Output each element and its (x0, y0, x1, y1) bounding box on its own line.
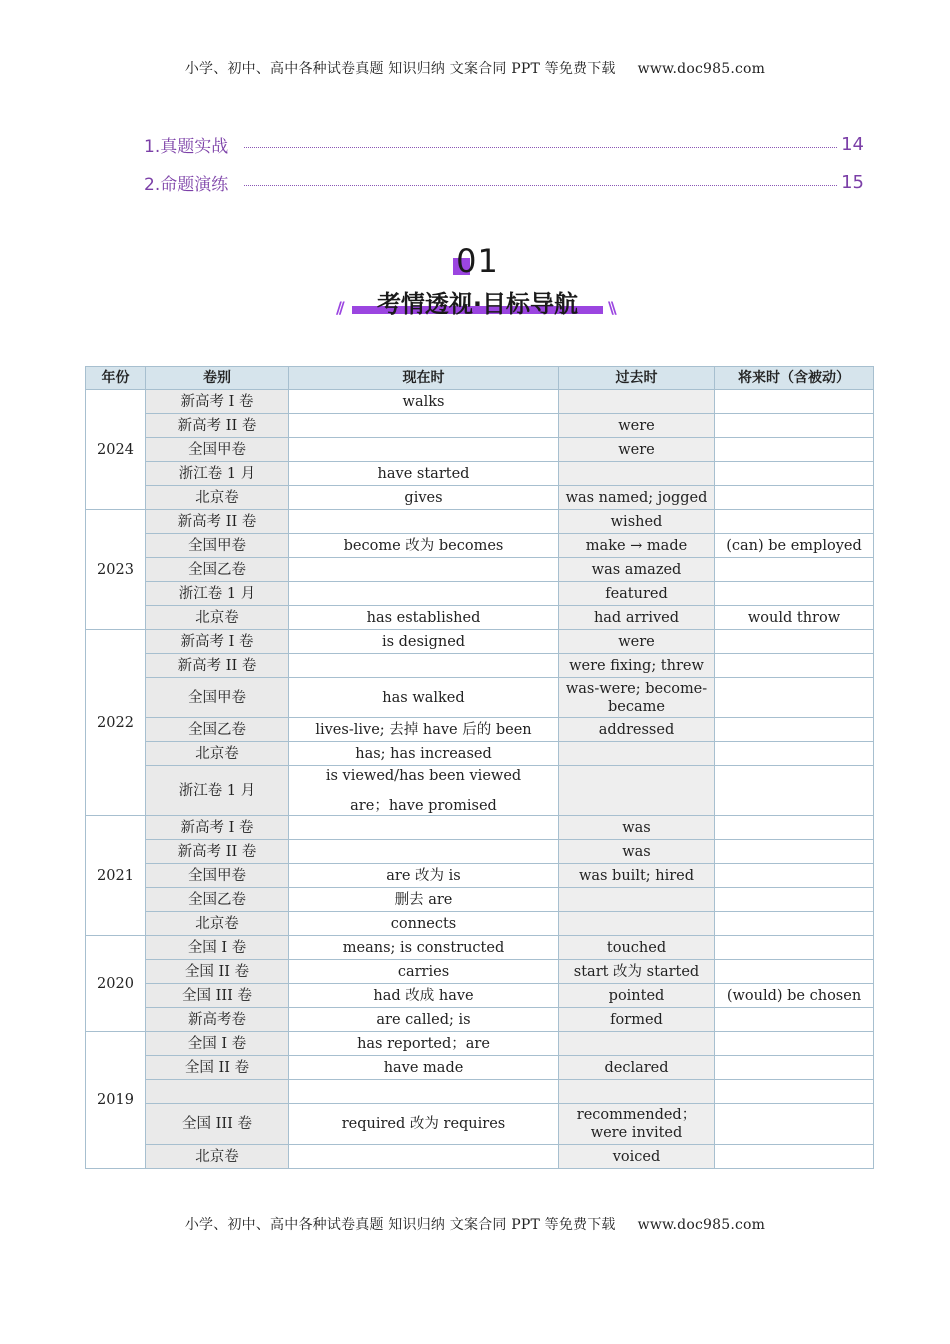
present-cell (289, 984, 559, 1008)
past-text: was amazed (591, 561, 682, 578)
past-text: wished (610, 513, 663, 530)
present-text: means; is constructed (342, 939, 505, 956)
paper-cell: 全国乙卷 (146, 888, 289, 912)
past-text: make → made (585, 537, 688, 554)
header-past: 过去时 (559, 367, 715, 390)
table-row (86, 912, 874, 936)
table-row (86, 936, 874, 960)
past-cell (559, 1032, 715, 1056)
table-row (86, 510, 874, 534)
table-row (86, 718, 874, 742)
past-cell (559, 960, 715, 984)
past-text: was named; jogged (565, 489, 708, 506)
past-text: was (622, 843, 651, 860)
paper-cell (146, 1080, 289, 1104)
paper-cell: 浙江卷 1 月 (146, 766, 289, 816)
past-cell (559, 766, 715, 816)
tense-summary-table (85, 366, 874, 1169)
paper-cell: 全国 I 卷 (146, 1032, 289, 1056)
present-cell (289, 742, 559, 766)
present-cell (289, 1145, 559, 1169)
toc-item-label: 1.真题实战 (144, 136, 229, 157)
table-row (86, 486, 874, 510)
table-row (86, 888, 874, 912)
paper-cell: 浙江卷 1 月 (146, 462, 289, 486)
present-text: has established (366, 609, 481, 626)
paper-cell: 全国乙卷 (146, 558, 289, 582)
header-year: 年份 (86, 367, 146, 390)
paper-cell: 全国 III 卷 (146, 984, 289, 1008)
present-cell (289, 888, 559, 912)
paper-cell: 全国甲卷 (146, 864, 289, 888)
future-cell (715, 582, 874, 606)
table-row (86, 816, 874, 840)
past-text: were (618, 441, 655, 458)
table-row (86, 414, 874, 438)
past-text: were fixing; threw (569, 657, 704, 674)
table-row (86, 390, 874, 414)
present-cell (289, 912, 559, 936)
present-cell (289, 718, 559, 742)
table-row (86, 1008, 874, 1032)
present-text: have started (377, 465, 470, 482)
future-cell (715, 1145, 874, 1169)
present-cell (289, 414, 559, 438)
present-cell (289, 864, 559, 888)
past-cell (559, 630, 715, 654)
table-row (86, 438, 874, 462)
footer-url[interactable]: www.doc985.com (637, 1217, 766, 1233)
header-url[interactable]: www.doc985.com (637, 61, 766, 77)
paper-cell: 全国甲卷 (146, 438, 289, 462)
past-cell (559, 718, 715, 742)
paper-cell: 全国 I 卷 (146, 936, 289, 960)
past-cell (559, 1145, 715, 1169)
future-cell (715, 960, 874, 984)
table-row (86, 960, 874, 984)
past-text: formed (610, 1011, 663, 1028)
toc-leader-dots (244, 185, 837, 186)
future-cell (715, 462, 874, 486)
past-text: were invited (590, 1125, 683, 1141)
table-row (86, 534, 874, 558)
past-cell (559, 534, 715, 558)
past-cell (559, 888, 715, 912)
year-cell: 2020 (86, 936, 146, 1032)
future-cell (715, 510, 874, 534)
future-cell (715, 766, 874, 816)
future-cell (715, 1080, 874, 1104)
future-cell: would throw (715, 606, 874, 630)
present-text: connects (390, 915, 457, 932)
table-row (86, 766, 874, 816)
year-cell: 2023 (86, 510, 146, 630)
past-cell (559, 1056, 715, 1080)
past-text: was-were; become- (565, 680, 708, 697)
past-cell (559, 486, 715, 510)
past-cell (559, 414, 715, 438)
toc-item-label: 2.命题演练 (144, 174, 229, 195)
future-cell (715, 742, 874, 766)
paper-cell: 新高考 II 卷 (146, 414, 289, 438)
future-cell (715, 678, 874, 718)
future-cell (715, 1104, 874, 1145)
future-cell (715, 1008, 874, 1032)
table-row (86, 984, 874, 1008)
present-cell (289, 840, 559, 864)
table-row (86, 654, 874, 678)
header-paper: 卷别 (146, 367, 289, 390)
present-cell (289, 630, 559, 654)
toc-item-2[interactable] (144, 169, 864, 195)
paper-cell: 全国 II 卷 (146, 1056, 289, 1080)
table-body (86, 390, 874, 1169)
past-text: addressed (598, 721, 675, 738)
present-text: has reported；are (357, 1035, 490, 1052)
year-cell: 2021 (86, 816, 146, 936)
toc-leader-dots (244, 147, 837, 148)
future-cell (715, 558, 874, 582)
table-row (86, 1145, 874, 1169)
past-text: touched (606, 939, 667, 956)
year-cell: 2024 (86, 390, 146, 510)
present-text: lives-live; 去掉 have 后的 been (315, 721, 532, 738)
future-cell (715, 864, 874, 888)
past-text: voiced (612, 1148, 661, 1165)
future-cell (715, 630, 874, 654)
toc-item-page: 15 (841, 171, 864, 193)
table-row (86, 1080, 874, 1104)
table-row (86, 1032, 874, 1056)
paper-cell: 北京卷 (146, 742, 289, 766)
past-cell (559, 742, 715, 766)
table-row (86, 1104, 874, 1145)
past-cell (559, 912, 715, 936)
future-cell (715, 888, 874, 912)
present-cell (289, 654, 559, 678)
paper-cell: 全国乙卷 (146, 718, 289, 742)
present-cell (289, 960, 559, 984)
past-cell (559, 864, 715, 888)
present-cell (289, 1080, 559, 1104)
present-text: are 改为 is (386, 867, 461, 884)
table-row (86, 742, 874, 766)
header-future: 将来时（含被动） (715, 367, 874, 390)
paper-cell: 全国 III 卷 (146, 1104, 289, 1145)
paper-cell: 北京卷 (146, 486, 289, 510)
present-text: carries (397, 963, 450, 980)
past-text: was built; hired (578, 867, 695, 884)
slash-decoration-left: // (336, 298, 342, 317)
paper-cell: 新高考卷 (146, 1008, 289, 1032)
table-row (86, 864, 874, 888)
future-cell (715, 840, 874, 864)
present-cell (289, 1104, 559, 1145)
table-row (86, 630, 874, 654)
table-row (86, 462, 874, 486)
past-cell (559, 462, 715, 486)
past-cell (559, 984, 715, 1008)
table-row (86, 678, 874, 718)
paper-cell: 北京卷 (146, 1145, 289, 1169)
paper-cell: 北京卷 (146, 606, 289, 630)
past-cell (559, 678, 715, 718)
future-cell (715, 912, 874, 936)
year-cell: 2019 (86, 1032, 146, 1169)
header-present: 现在时 (289, 367, 559, 390)
past-text: declared (604, 1059, 669, 1076)
table-row (86, 606, 874, 630)
present-text: is viewed/has been viewed (325, 767, 522, 784)
present-text: walks (402, 393, 445, 410)
year-cell: 2022 (86, 630, 146, 816)
future-cell (715, 486, 874, 510)
toc-item-page: 14 (841, 133, 864, 155)
past-text: featured (605, 585, 668, 602)
present-cell (289, 936, 559, 960)
future-cell (715, 414, 874, 438)
present-text: has; has increased (355, 745, 492, 762)
present-cell (289, 438, 559, 462)
past-cell (559, 840, 715, 864)
toc-item-1[interactable] (144, 131, 864, 157)
paper-cell: 新高考 I 卷 (146, 816, 289, 840)
paper-cell: 新高考 I 卷 (146, 390, 289, 414)
paper-cell: 全国甲卷 (146, 534, 289, 558)
past-text: were (618, 417, 655, 434)
past-text: were (618, 633, 655, 650)
paper-cell: 新高考 II 卷 (146, 840, 289, 864)
table-row (86, 1056, 874, 1080)
present-cell (289, 534, 559, 558)
present-cell (289, 606, 559, 630)
page-header (0, 58, 950, 78)
present-cell (289, 766, 559, 816)
past-cell (559, 606, 715, 630)
present-text: are called; is (376, 1011, 471, 1028)
present-text: is designed (381, 633, 466, 650)
past-text: had arrived (593, 609, 680, 626)
footer-text: 小学、初中、高中各种试卷真题 知识归纳 文案合同 PPT 等免费下载 (184, 1217, 616, 1233)
section-title: 考情透视·目标导航 (376, 290, 579, 318)
present-text: gives (404, 489, 443, 506)
present-text: 删去 are (394, 891, 453, 908)
paper-cell: 全国甲卷 (146, 678, 289, 718)
past-text: recommended； (576, 1107, 697, 1123)
future-cell (715, 816, 874, 840)
present-cell (289, 390, 559, 414)
present-text: required 改为 requires (341, 1116, 506, 1132)
present-text: have made (383, 1059, 464, 1076)
present-cell (289, 1032, 559, 1056)
present-cell (289, 1056, 559, 1080)
page-footer (0, 1214, 950, 1234)
future-cell (715, 936, 874, 960)
past-text: became (608, 698, 665, 715)
present-cell (289, 678, 559, 718)
present-cell (289, 558, 559, 582)
present-cell (289, 462, 559, 486)
future-cell: (would) be chosen (715, 984, 874, 1008)
present-cell (289, 816, 559, 840)
slash-decoration-right: \\ (608, 298, 614, 317)
future-cell: (can) be employed (715, 534, 874, 558)
present-cell (289, 486, 559, 510)
past-cell (559, 654, 715, 678)
future-cell (715, 390, 874, 414)
future-cell (715, 718, 874, 742)
future-cell (715, 438, 874, 462)
past-cell (559, 438, 715, 462)
past-cell (559, 510, 715, 534)
table-row (86, 558, 874, 582)
section-number: 01 (456, 242, 499, 280)
present-text: are；have promised (350, 797, 497, 814)
past-cell (559, 558, 715, 582)
present-text: has walked (382, 689, 465, 706)
present-cell (289, 510, 559, 534)
past-text: pointed (608, 987, 665, 1004)
past-cell (559, 1080, 715, 1104)
section-heading (330, 240, 625, 320)
past-cell (559, 816, 715, 840)
present-cell (289, 1008, 559, 1032)
future-cell (715, 654, 874, 678)
paper-cell: 浙江卷 1 月 (146, 582, 289, 606)
paper-cell: 新高考 II 卷 (146, 510, 289, 534)
present-text: had 改成 have (373, 987, 474, 1004)
paper-cell: 新高考 II 卷 (146, 654, 289, 678)
past-cell (559, 390, 715, 414)
paper-cell: 新高考 I 卷 (146, 630, 289, 654)
future-cell (715, 1056, 874, 1080)
past-text: was (622, 819, 651, 836)
past-cell (559, 1008, 715, 1032)
present-text: become 改为 becomes (343, 537, 504, 554)
past-cell (559, 936, 715, 960)
past-cell (559, 1104, 715, 1145)
future-cell (715, 1032, 874, 1056)
header-text: 小学、初中、高中各种试卷真题 知识归纳 文案合同 PPT 等免费下载 (184, 61, 616, 77)
paper-cell: 北京卷 (146, 912, 289, 936)
table-row (86, 840, 874, 864)
past-cell (559, 582, 715, 606)
past-text: start 改为 started (573, 963, 700, 980)
paper-cell: 全国 II 卷 (146, 960, 289, 984)
table-row (86, 582, 874, 606)
table-header-row (86, 367, 874, 390)
present-cell (289, 582, 559, 606)
